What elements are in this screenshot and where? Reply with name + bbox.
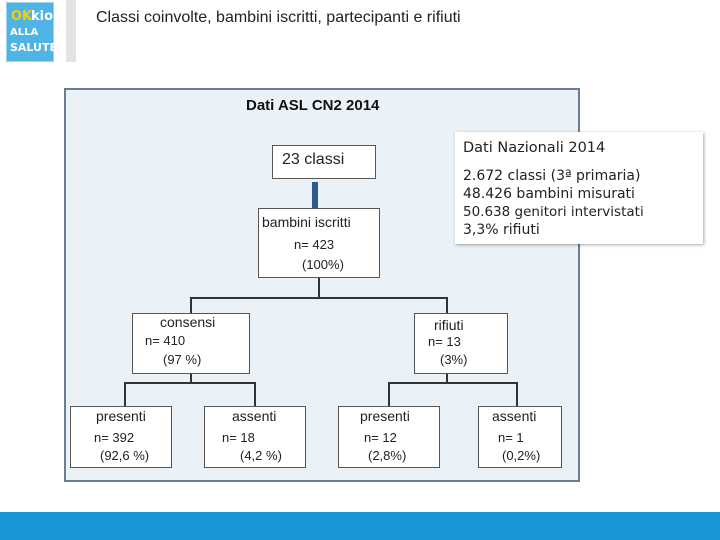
dati-nazionali-box	[455, 132, 703, 244]
leaf-presenti-pct: (92,6 %)	[100, 448, 150, 463]
leaf-presenti-rifiuti-label: presenti	[360, 408, 410, 424]
nazionali-genitori: 50.638 genitori intervistati	[463, 204, 644, 220]
leaf-assenti-n: n= 18	[222, 430, 255, 445]
leaf-presenti-rifiuti-n: n= 12	[364, 430, 397, 445]
leaf-assenti-rifiuti-label: assenti	[492, 408, 537, 424]
tree-connector	[446, 297, 448, 313]
tree-connector	[516, 382, 518, 406]
down-arrow-icon	[312, 182, 318, 210]
nazionali-classi: 2.672 classi (3ª primaria)	[463, 168, 641, 184]
tree-connector	[190, 297, 447, 299]
leaf-assenti-pct: (4,2 %)	[240, 448, 282, 463]
rifiuti-label: rifiuti	[434, 317, 464, 333]
rifiuti-pct: (3%)	[440, 352, 468, 367]
leaf-presenti-rifiuti-pct: (2,8%)	[368, 448, 407, 463]
nazionali-rifiuti: 3,3% rifiuti	[463, 222, 540, 238]
consensi-n: n= 410	[145, 333, 186, 348]
iscritti-label: bambini iscritti	[262, 214, 351, 230]
classi-label: 23 classi	[282, 151, 345, 168]
okkio-logo: OK kio ALLA SALUTE	[6, 2, 54, 62]
leaf-assenti-rifiuti-pct: (0,2%)	[502, 448, 541, 463]
header-separator	[66, 0, 76, 62]
tree-connector	[388, 382, 390, 406]
tree-connector	[254, 382, 256, 406]
rifiuti-n: n= 13	[428, 334, 461, 349]
tree-connector	[190, 297, 192, 313]
consensi-pct: (97 %)	[163, 352, 202, 367]
tree-connector	[124, 382, 126, 406]
iscritti-n: n= 423	[294, 237, 335, 252]
tree-connector	[124, 382, 256, 384]
nazionali-title: Dati Nazionali 2014	[463, 140, 606, 156]
page-title: Classi coinvolte, bambini iscritti, partecipanti e rifiuti	[96, 9, 461, 26]
tree-connector	[388, 382, 518, 384]
panel-title: Dati ASL CN2 2014	[246, 97, 380, 114]
leaf-presenti-label: presenti	[96, 408, 146, 424]
leaf-assenti-label: assenti	[232, 408, 277, 424]
tree-connector	[318, 276, 320, 298]
footer-bar	[0, 512, 720, 540]
leaf-assenti-rifiuti-n: n= 1	[498, 430, 524, 445]
consensi-label: consensi	[160, 314, 216, 330]
iscritti-pct: (100%)	[302, 257, 344, 272]
leaf-presenti-n: n= 392	[94, 430, 135, 445]
nazionali-bambini: 48.426 bambini misurati	[463, 186, 635, 202]
